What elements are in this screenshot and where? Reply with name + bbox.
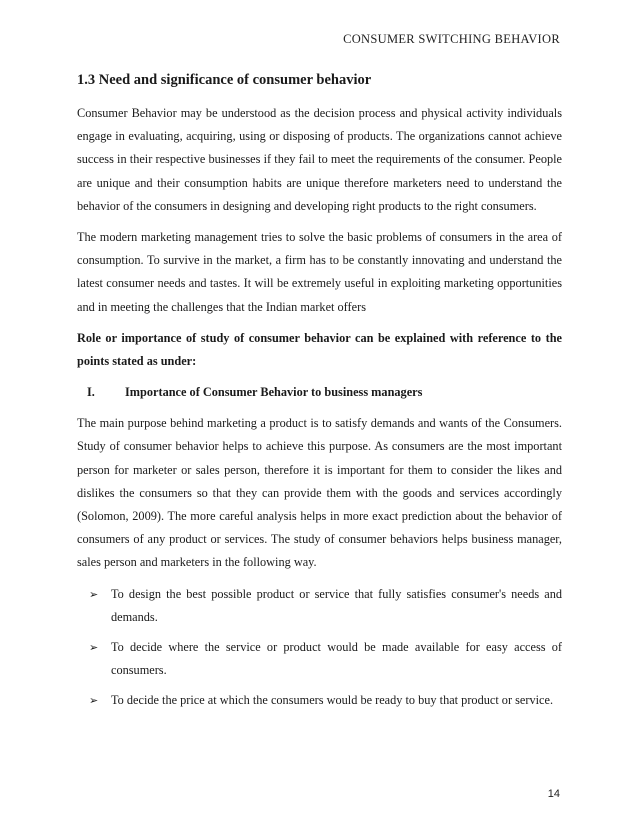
list-item-text: To decide where the service or product would be made available for easy access of consumers. — [111, 640, 562, 678]
paragraph-modern-marketing: The modern marketing management tries to solve the basic problems of consumers in the area of consumption. To survive in the market, a firm has to be constantly innovating and understand the latest consumer needs and tastes. It will be extremely useful in exploiting marketing opportunities and in meeting the challenges that the Indian market offers — [77, 230, 562, 314]
bullet-list — [77, 583, 562, 713]
page-content — [77, 70, 562, 720]
arrow-bullet-icon: ➢ — [89, 641, 99, 655]
list-item-text: To design the best possible product or service that fully satisfies consumer's needs and demands. — [111, 586, 562, 624]
arrow-bullet-icon: ➢ — [89, 694, 99, 708]
page-number: 14 — [547, 788, 560, 800]
subheading-number: I. — [87, 385, 95, 400]
paragraph-consumer-behavior-definition: Consumer Behavior may be understood as the decision process and physical activity individuals engage in evaluating, acquiring, using or disposing of products. The organizations cannot achieve success in their respective businesses if they fail to meet the requirements of the consumer. People are unique and their consumption habits are unique therefore marketers need to understand the behavior of the consumers in designing and developing right products to the right consumers. — [77, 106, 562, 213]
list-item — [77, 689, 562, 712]
list-item — [77, 636, 562, 682]
section-heading: 1.3 Need and significance of consumer behavior — [77, 72, 372, 88]
list-item — [77, 583, 562, 629]
paragraph-role-importance: Role or importance of study of consumer behavior can be explained with reference to the points stated as under: — [77, 330, 562, 369]
list-item-text: To decide the price at which the consumers would be ready to buy that product or service. — [111, 693, 554, 708]
arrow-bullet-icon: ➢ — [89, 587, 99, 601]
subheading-importance — [77, 381, 562, 404]
paragraph-main-purpose: The main purpose behind marketing a product is to satisfy demands and wants of the Consumers. Study of consumer behavior helps to achieve this purpose. As consumers are the most important person for marketer or sales person, therefore it is important for them to consider the likes and dislikes the consumers so that they can provide them with the goods and services accordingly (Solomon, 2009). The more careful analysis helps in more exact prediction about the behavior of consumers of any product or services. The study of consumer behaviors helps business manager, sales person and marketers in the following way. — [77, 416, 562, 570]
subheading-title: Importance of Consumer Behavior to business managers — [125, 385, 423, 400]
running-header: CONSUMER SWITCHING BEHAVIOR — [343, 32, 560, 46]
